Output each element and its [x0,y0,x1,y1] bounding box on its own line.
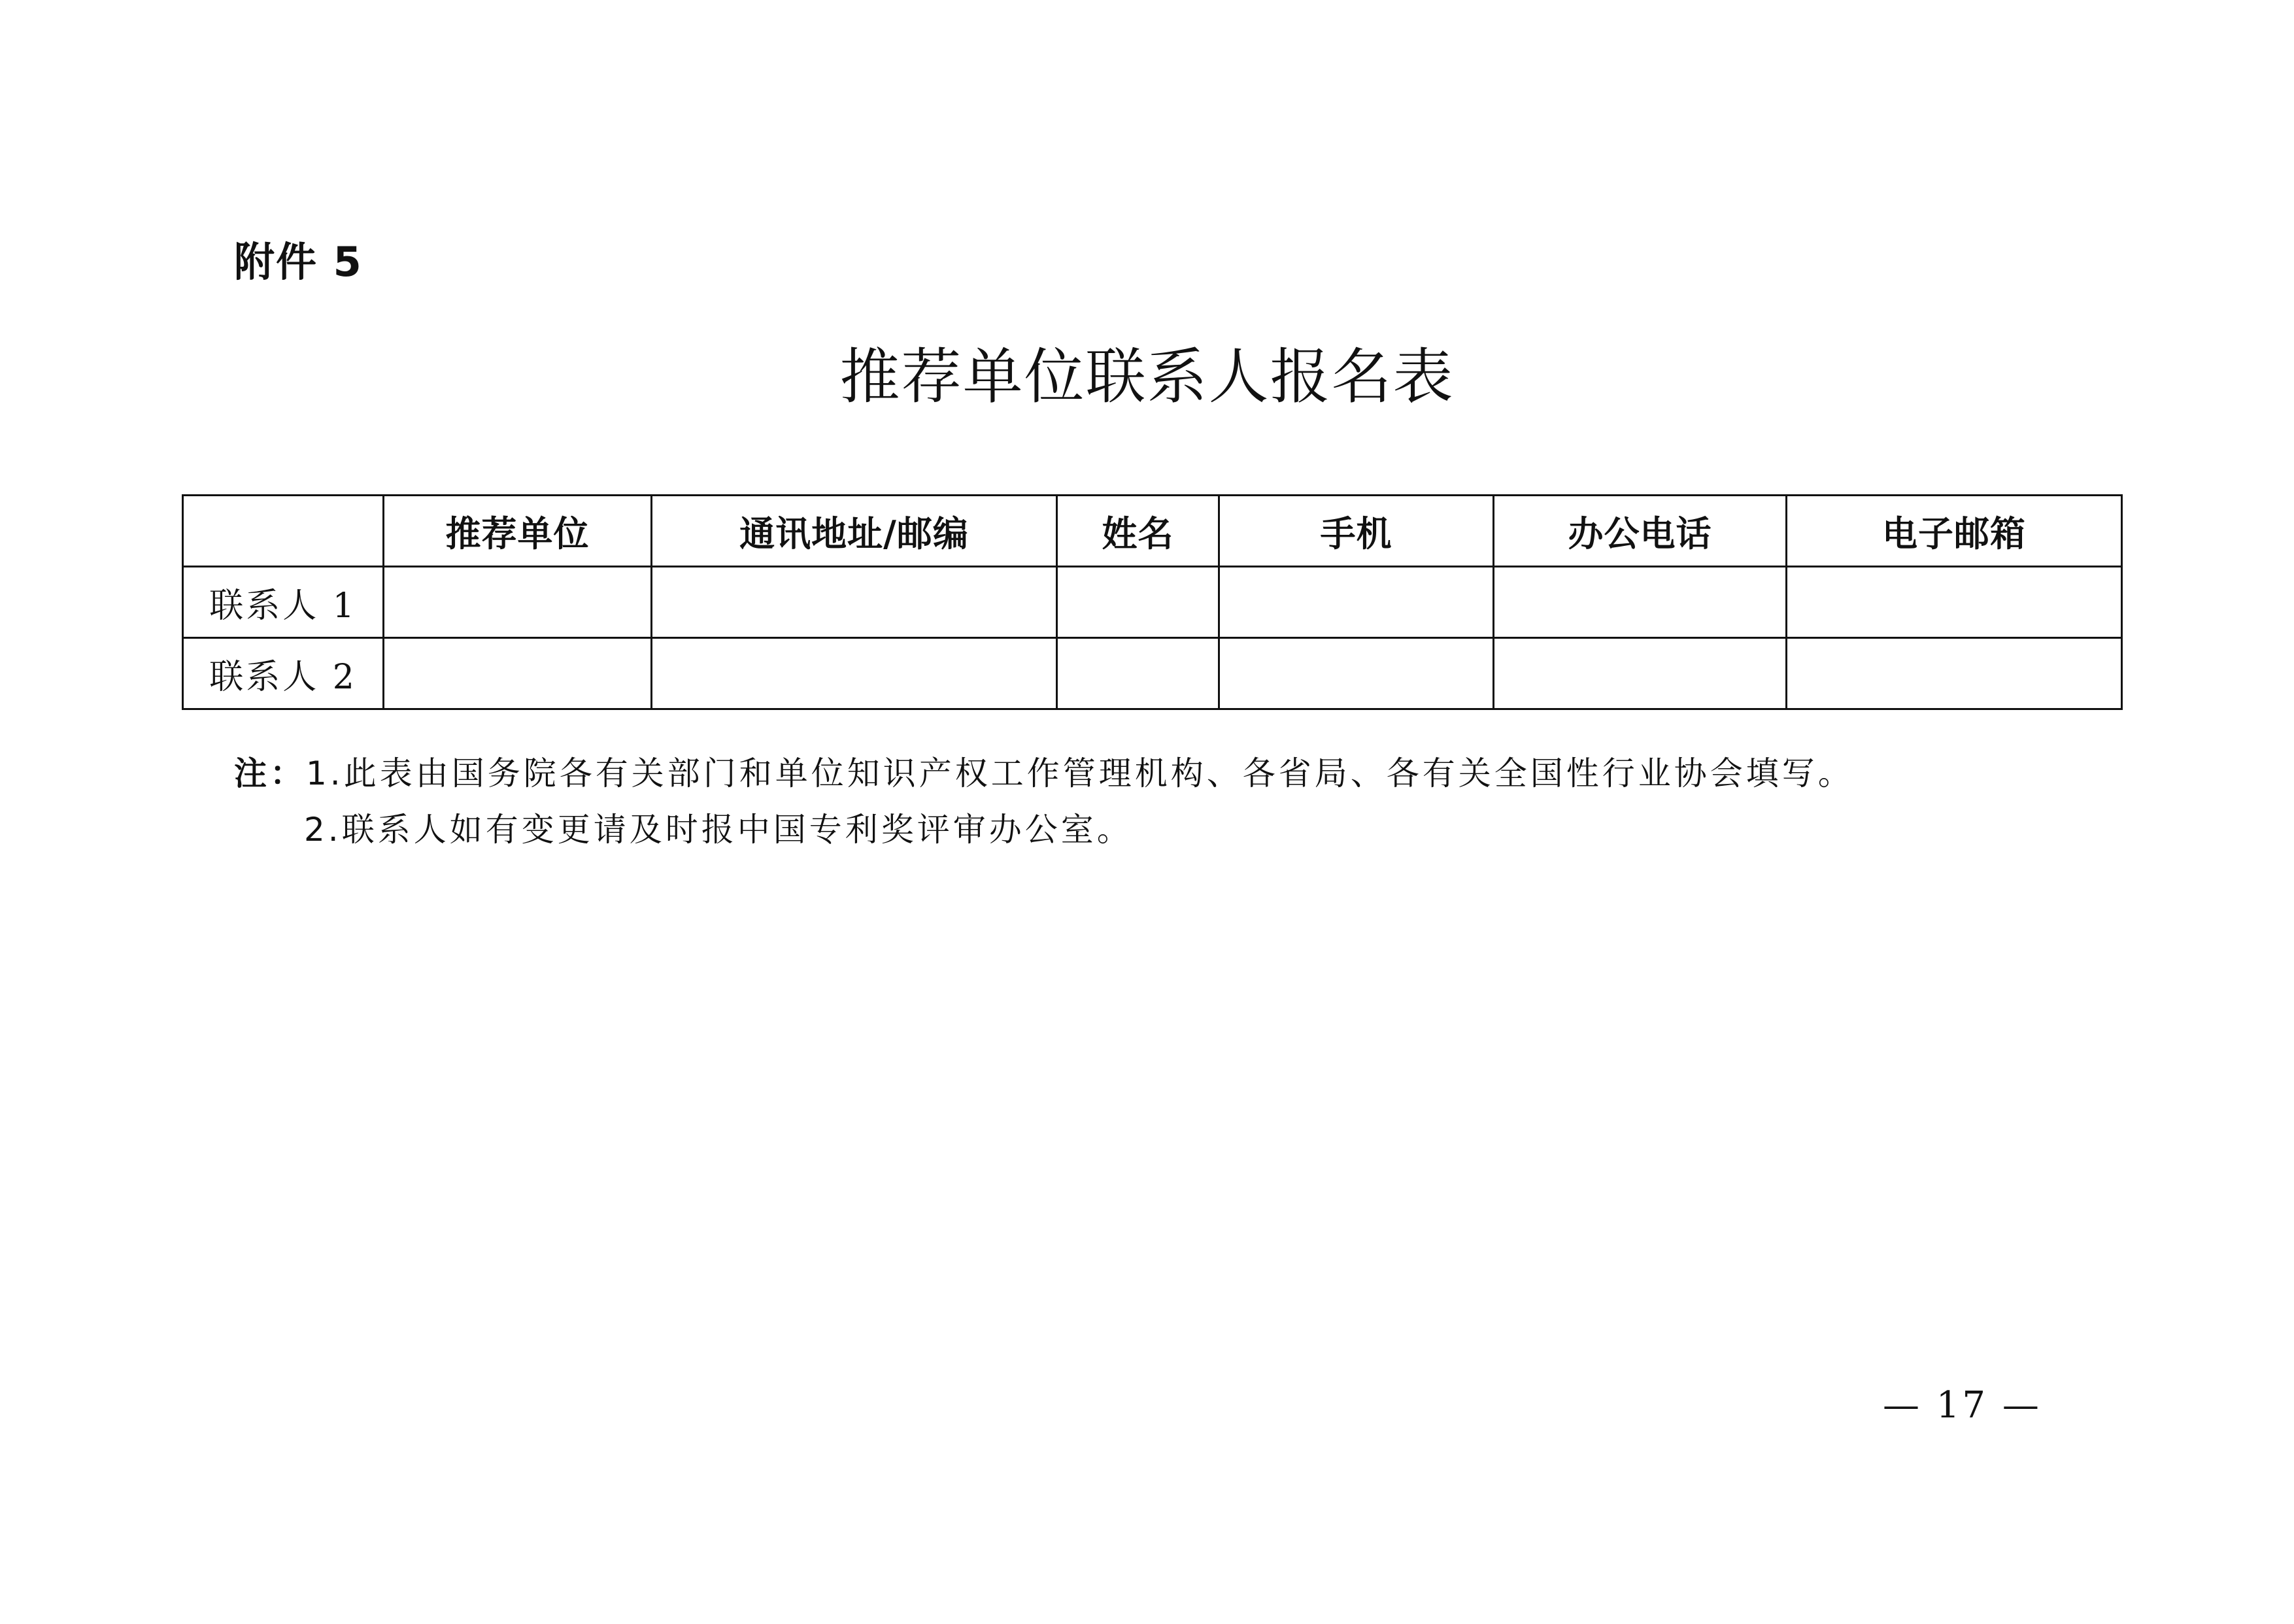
table-row [183,638,2122,709]
header-email: 电子邮箱 [1787,496,2122,567]
note-text: 联系人如有变更请及时报中国专利奖评审办公室。 [341,811,1133,849]
cell-mobile[interactable] [1219,638,1494,709]
notes-section [234,745,1854,858]
notes-lead: 注： [234,754,306,792]
cell-name[interactable] [1057,638,1219,709]
header-mobile: 手机 [1219,496,1494,567]
attachment-label: 附件 5 [234,238,363,286]
cell-recommending-unit[interactable] [384,567,652,638]
cell-address-postcode[interactable] [652,638,1057,709]
cell-office-phone[interactable] [1494,638,1787,709]
cell-email[interactable] [1787,638,2122,709]
contact-registration-table [182,494,2123,710]
note-item-1 [234,745,1854,802]
page-title: 推荐单位联系人报名表 [839,342,1455,412]
cell-recommending-unit[interactable] [384,638,652,709]
header-corner-cell [183,496,384,567]
note-text: 此表由国务院各有关部门和单位知识产权工作管理机构、各省局、各有关全国性行业协会填写。 [343,754,1854,792]
header-address-postcode: 通讯地址/邮编 [652,496,1057,567]
cell-address-postcode[interactable] [652,567,1057,638]
note-number: 1. [306,754,344,792]
table-row [183,567,2122,638]
cell-office-phone[interactable] [1494,567,1787,638]
note-number: 2. [304,811,342,849]
header-office-phone: 办公电话 [1494,496,1787,567]
header-name: 姓名 [1057,496,1219,567]
note-item-2 [234,802,1854,858]
header-recommending-unit: 推荐单位 [384,496,652,567]
table-header-row [183,496,2122,567]
row-label-contact-1: 联系人 1 [183,567,384,638]
row-label-contact-2: 联系人 2 [183,638,384,709]
cell-mobile[interactable] [1219,567,1494,638]
cell-name[interactable] [1057,567,1219,638]
page-number: — 17 — [1883,1384,2042,1427]
cell-email[interactable] [1787,567,2122,638]
